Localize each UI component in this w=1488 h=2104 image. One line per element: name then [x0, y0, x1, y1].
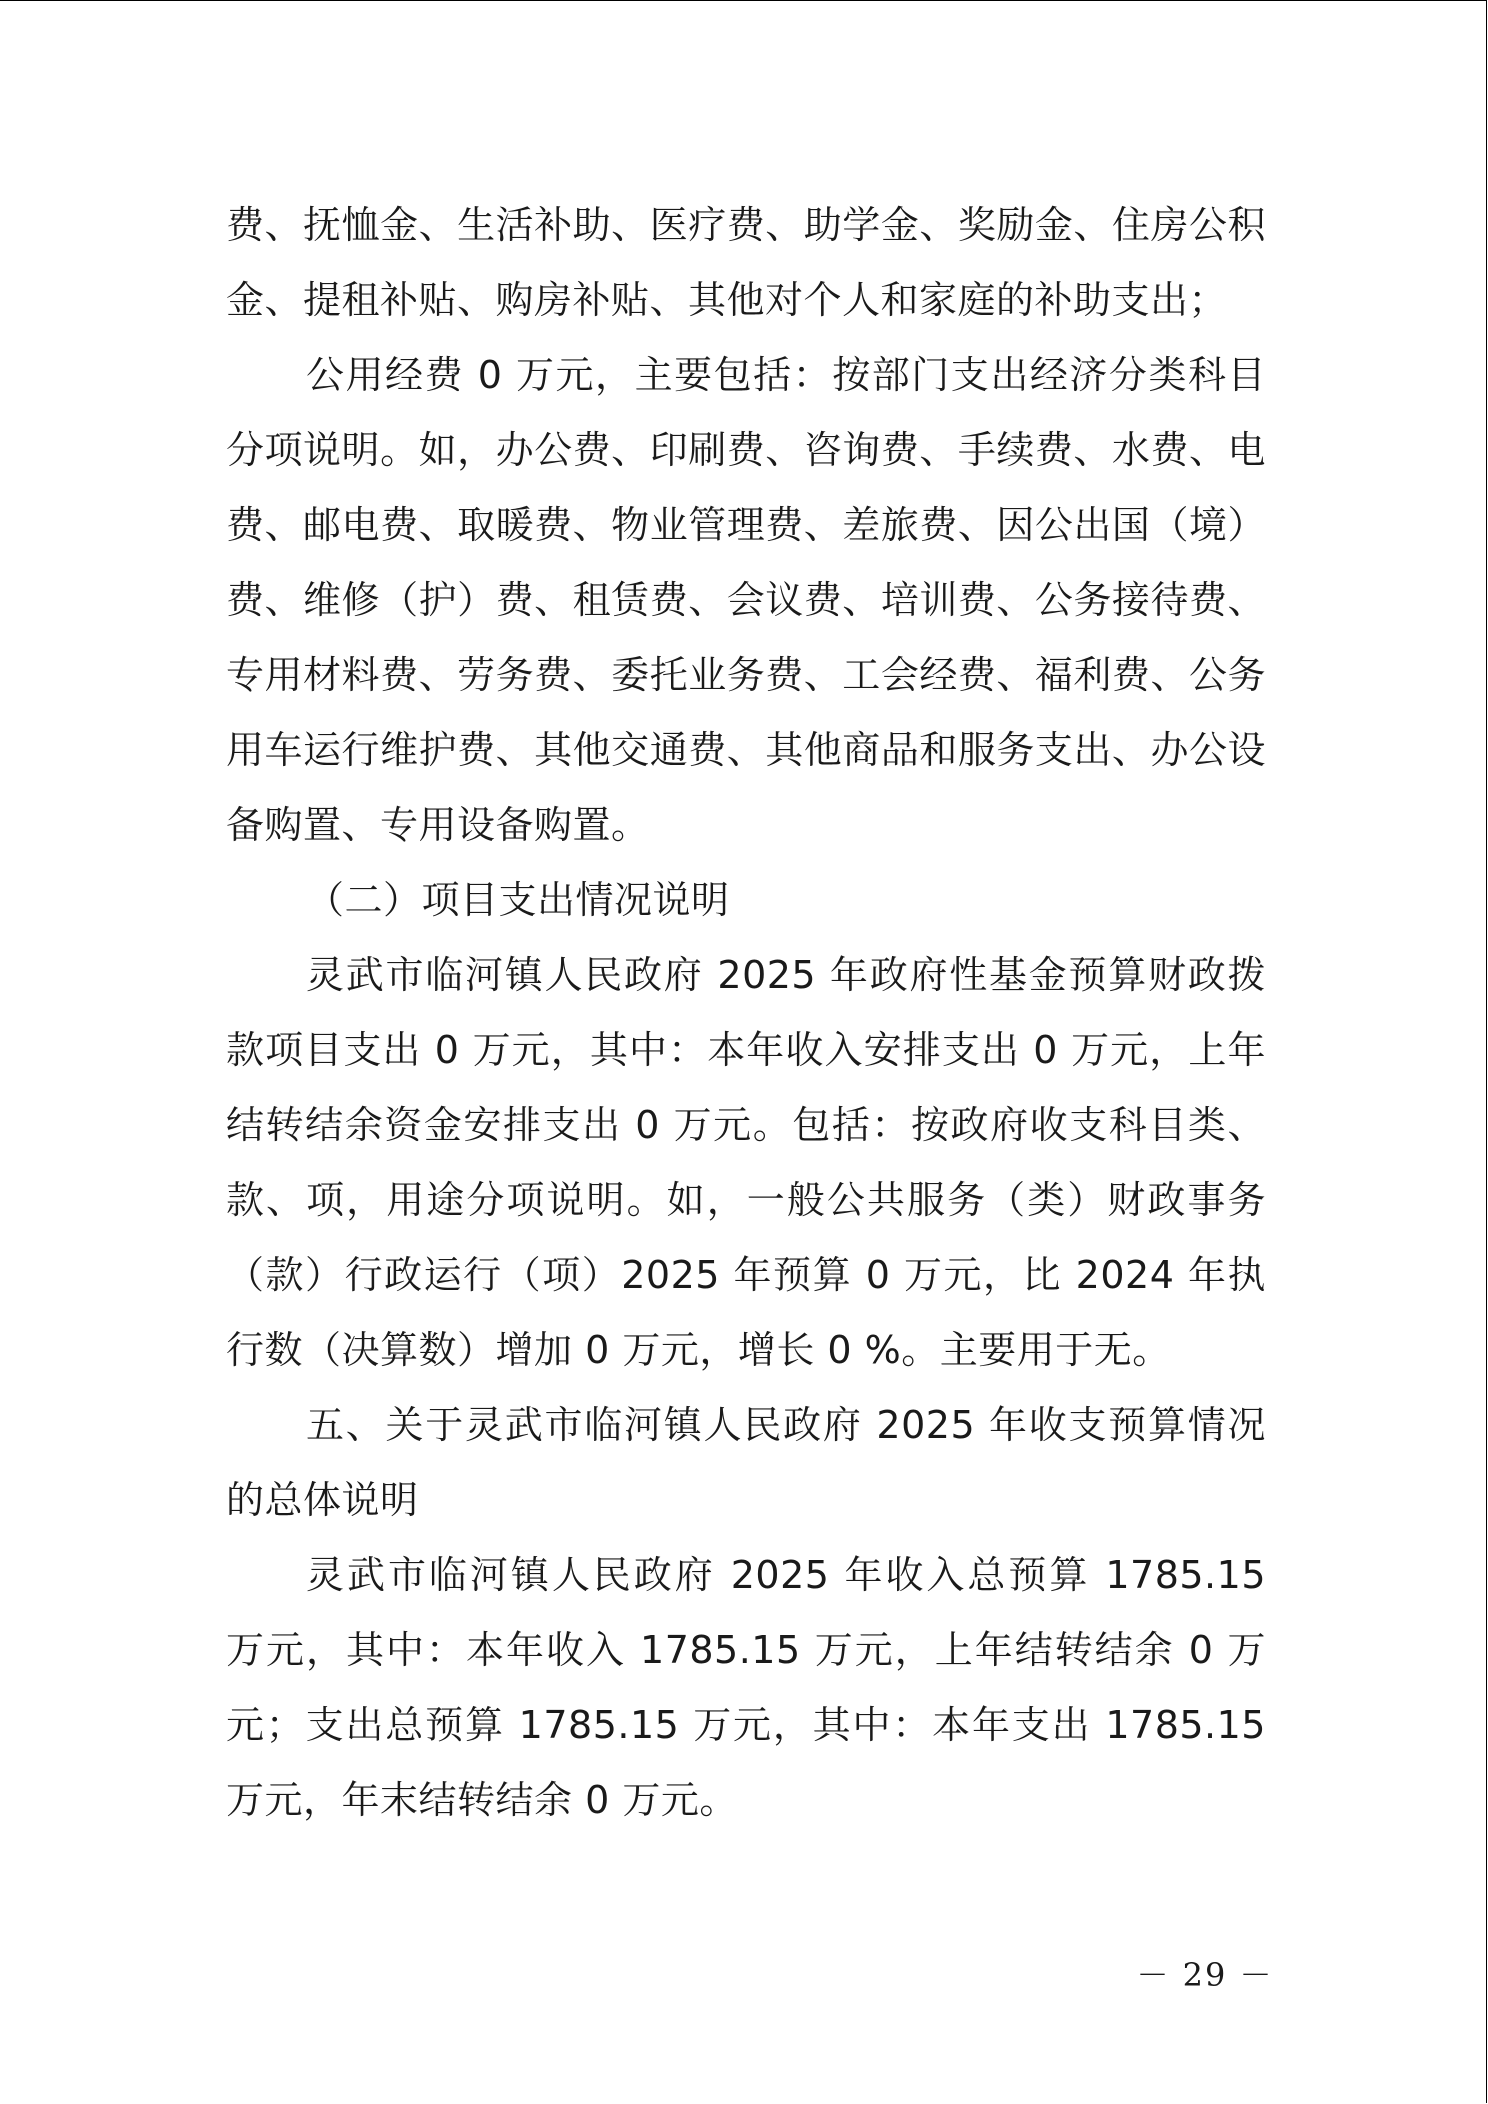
page-number: － 29 － — [1136, 1956, 1274, 1994]
document-body — [226, 188, 1266, 1838]
heading-project-expenditure: （二）项目支出情况说明 — [306, 878, 730, 922]
paragraph-budget-overview: 灵武市临河镇人民政府 2025 年收入总预算 1785.15 万元，其中：本年收入 1785.15 万元，上年结转结余 0 万元；支出总预算 1785.15 万元，其中：本年支出 1785.15 万元，年末结转结余 0 万元。 — [226, 1553, 1266, 1822]
paragraph-project-expenditure: 灵武市临河镇人民政府 2025 年政府性基金预算财政拨款项目支出 0 万元，其中：本年收入安排支出 0 万元，上年结转结余资金安排支出 0 万元。包括：按政府收支科目类、款、项，用途分项说明。如，一般公共服务（类）财政事务（款）行政运行（项）2025 年预算 0 万元，比 2024 年执行数（决算数）增加 0 万元，增长 0 %。主要用于无。 — [226, 953, 1266, 1372]
paragraph-subsidy-list: 费、抚恤金、生活补助、医疗费、助学金、奖励金、住房公积金、提租补贴、购房补贴、其他对个人和家庭的补助支出； — [226, 203, 1266, 322]
heading-budget-overview: 五、关于灵武市临河镇人民政府 2025 年收支预算情况的总体说明 — [226, 1403, 1266, 1522]
paragraph-public-expenses: 公用经费 0 万元，主要包括：按部门支出经济分类科目分项说明。如，办公费、印刷费、咨询费、手续费、水费、电费、邮电费、取暖费、物业管理费、差旅费、因公出国（境）费、维修（护）费、租赁费、会议费、培训费、公务接待费、专用材料费、劳务费、委托业务费、工会经费、福利费、公务用车运行维护费、其他交通费、其他商品和服务支出、办公设备购置、专用设备购置。 — [226, 353, 1266, 847]
